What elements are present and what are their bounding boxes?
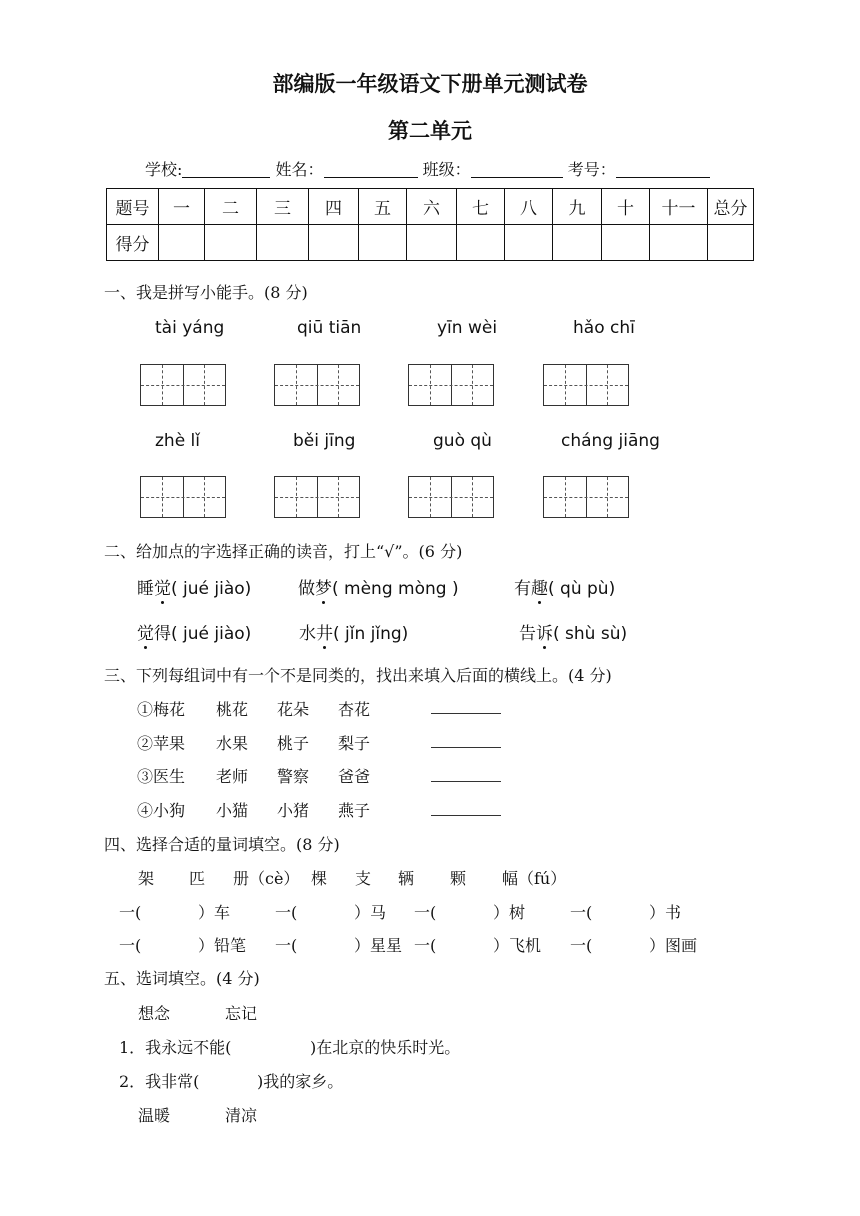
word-group: 爸爸 <box>338 767 371 786</box>
section3-title: 三、下列每组词中有一个不是同类的，找出来填入后面的横线上。(4 分) <box>104 666 612 685</box>
fill-suffix: ）图画 <box>649 936 698 955</box>
page-title: 部编版一年级语文下册单元测试卷 <box>272 72 588 96</box>
pinyin-options[interactable]: ( mèng mòng ) <box>332 579 459 599</box>
sentence-part: )在北京的快乐时光。 <box>310 1038 461 1057</box>
dotted-char: 井 <box>316 624 333 644</box>
word-group: 杏花 <box>338 700 371 719</box>
col-header: 五 <box>359 189 407 225</box>
section2-title: 二、给加点的字选择正确的读音，打上“√”。(6 分) <box>104 542 463 561</box>
dotted-char: 觉 <box>154 579 171 599</box>
col-header: 三 <box>257 189 309 225</box>
score-cell[interactable] <box>602 225 650 261</box>
col-header: 九 <box>553 189 602 225</box>
fill-prefix: 一( <box>275 936 298 955</box>
word-group: ④小狗 <box>137 801 186 820</box>
student-info <box>145 157 710 180</box>
pinyin-label: guò qù <box>433 431 492 451</box>
class-field[interactable] <box>471 161 563 178</box>
col-header: 十一 <box>650 189 708 225</box>
word-choice: 想念 <box>138 1004 171 1023</box>
writing-grid[interactable] <box>543 476 629 518</box>
word-group: 燕子 <box>338 801 371 820</box>
dotted-char: 趣 <box>531 579 548 599</box>
measure-word: 颗 <box>450 869 467 888</box>
fill-prefix: 一( <box>275 903 298 922</box>
answer-line[interactable] <box>431 747 501 748</box>
dotted-char: 觉 <box>137 624 154 644</box>
reading-item <box>137 574 251 599</box>
writing-grid[interactable] <box>140 476 226 518</box>
pinyin-label: tài yáng <box>155 318 225 338</box>
word-char: 有 <box>514 579 531 599</box>
col-header: 六 <box>407 189 457 225</box>
reading-item <box>299 619 408 644</box>
header-label: 题号 <box>107 189 159 225</box>
answer-line[interactable] <box>431 713 501 714</box>
fill-prefix: 一( <box>119 936 142 955</box>
pinyin-options[interactable]: ( qù pù) <box>548 579 616 599</box>
fill-prefix: 一( <box>570 903 593 922</box>
writing-grid[interactable] <box>140 364 226 406</box>
pinyin-label: běi jīng <box>293 431 356 451</box>
word-choice: 温暖 <box>138 1106 171 1125</box>
section1-title: 一、我是拼写小能手。(8 分) <box>104 283 308 302</box>
col-header: 七 <box>457 189 505 225</box>
word-group: 水果 <box>216 734 249 753</box>
word-group: 花朵 <box>277 700 310 719</box>
answer-line[interactable] <box>431 781 501 782</box>
score-cell[interactable] <box>359 225 407 261</box>
exam-no-field[interactable] <box>616 161 710 178</box>
score-cell[interactable] <box>407 225 457 261</box>
word-group: 警察 <box>277 767 310 786</box>
word-char: 得 <box>154 624 171 644</box>
col-header: 四 <box>309 189 359 225</box>
fill-suffix: ）星星 <box>354 936 403 955</box>
answer-line[interactable] <box>431 815 501 816</box>
word-group: 小猪 <box>277 801 310 820</box>
sentence-part: )我的家乡。 <box>257 1072 344 1091</box>
pinyin-label: cháng jiāng <box>561 431 660 451</box>
reading-item <box>298 574 459 599</box>
writing-grid[interactable] <box>408 476 494 518</box>
writing-grid[interactable] <box>274 476 360 518</box>
fill-prefix: 一( <box>570 936 593 955</box>
col-header: 十 <box>602 189 650 225</box>
word-group: 桃子 <box>277 734 310 753</box>
word-group: 桃花 <box>216 700 249 719</box>
score-cell[interactable] <box>505 225 553 261</box>
score-cell[interactable] <box>159 225 205 261</box>
sentence-part: 1．我永远不能( <box>119 1038 232 1057</box>
score-row <box>107 225 754 261</box>
fill-suffix: ）树 <box>493 903 526 922</box>
word-group: ③医生 <box>137 767 186 786</box>
word-group: ①梅花 <box>137 700 186 719</box>
measure-word: 幅（fú） <box>502 869 567 888</box>
measure-word: 册（cè） <box>233 869 300 888</box>
section4-title: 四、选择合适的量词填空。(8 分) <box>104 835 340 854</box>
score-header-row <box>107 189 754 225</box>
writing-grid[interactable] <box>543 364 629 406</box>
pinyin-label: zhè lǐ <box>155 431 201 451</box>
reading-item <box>137 619 251 644</box>
word-group: 小猫 <box>216 801 249 820</box>
writing-grid[interactable] <box>408 364 494 406</box>
fill-suffix: ）书 <box>649 903 682 922</box>
pinyin-options[interactable]: ( jué jiào) <box>171 579 252 599</box>
word-group: ②苹果 <box>137 734 186 753</box>
unit-title: 第二单元 <box>388 119 472 143</box>
fill-suffix: ）车 <box>198 903 231 922</box>
word-char: 睡 <box>137 579 154 599</box>
reading-item <box>514 574 615 599</box>
word-choice: 清凉 <box>225 1106 258 1125</box>
school-field[interactable] <box>182 161 270 178</box>
word-group: 老师 <box>216 767 249 786</box>
score-cell[interactable] <box>553 225 602 261</box>
measure-word: 支 <box>355 869 372 888</box>
pinyin-options[interactable]: ( jué jiào) <box>171 624 252 644</box>
exam-no-label: 考号： <box>567 160 616 179</box>
word-group: 梨子 <box>338 734 371 753</box>
pinyin-options[interactable]: ( shù sù) <box>553 624 628 644</box>
score-cell[interactable] <box>205 225 257 261</box>
dotted-char: 诉 <box>536 624 553 644</box>
class-label: 班级： <box>422 160 471 179</box>
pinyin-options[interactable]: ( jǐn jǐng) <box>333 624 409 644</box>
col-header: 一 <box>159 189 205 225</box>
word-char: 告 <box>519 624 536 644</box>
fill-prefix: 一( <box>414 936 437 955</box>
measure-word: 棵 <box>311 869 328 888</box>
name-field[interactable] <box>324 161 418 178</box>
score-table <box>106 188 754 261</box>
fill-suffix: ）铅笔 <box>198 936 247 955</box>
score-label: 得分 <box>107 225 159 261</box>
col-header: 八 <box>505 189 553 225</box>
pinyin-label: hǎo chī <box>573 318 635 338</box>
name-label: 姓名： <box>275 160 324 179</box>
section5-title: 五、选词填空。(4 分) <box>104 969 260 988</box>
writing-grid[interactable] <box>274 364 360 406</box>
word-char: 做 <box>298 579 315 599</box>
sentence-part: 2．我非常( <box>119 1072 200 1091</box>
measure-word: 匹 <box>189 869 206 888</box>
measure-word: 架 <box>138 869 155 888</box>
col-header: 总分 <box>708 189 754 225</box>
score-cell[interactable] <box>650 225 708 261</box>
fill-prefix: 一( <box>414 903 437 922</box>
word-char: 水 <box>299 624 316 644</box>
dotted-char: 梦 <box>315 579 332 599</box>
fill-prefix: 一( <box>119 903 142 922</box>
score-cell[interactable] <box>457 225 505 261</box>
score-cell[interactable] <box>309 225 359 261</box>
measure-word: 辆 <box>398 869 415 888</box>
word-choice: 忘记 <box>225 1004 258 1023</box>
col-header: 二 <box>205 189 257 225</box>
pinyin-label: qiū tiān <box>297 318 362 338</box>
school-label: 学校: <box>145 160 183 179</box>
pinyin-label: yīn wèi <box>437 318 498 338</box>
fill-suffix: ）飞机 <box>493 936 542 955</box>
reading-item <box>519 619 627 644</box>
score-cell[interactable] <box>257 225 309 261</box>
fill-suffix: ）马 <box>354 903 387 922</box>
score-cell[interactable] <box>708 225 754 261</box>
